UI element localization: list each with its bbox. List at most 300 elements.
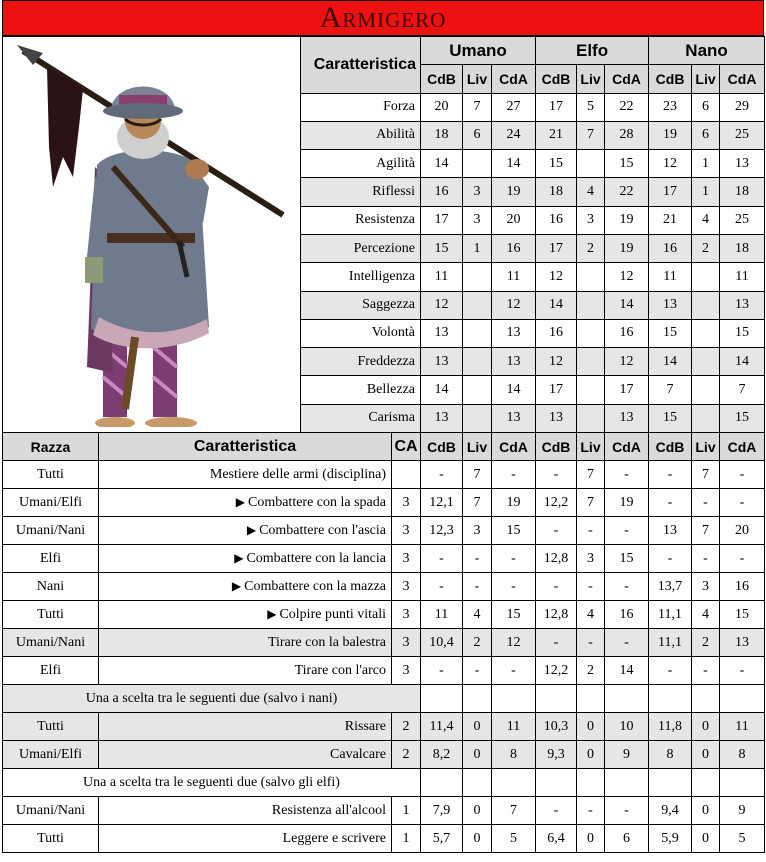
arrow-icon: ▶	[246, 522, 257, 537]
skill-value: -	[692, 489, 720, 517]
attribute-value: 6	[463, 121, 492, 149]
attribute-value: 18	[720, 178, 765, 206]
skill-value: 0	[463, 713, 492, 741]
skill-value: 12	[492, 629, 536, 657]
skill-value: -	[605, 573, 649, 601]
attribute-value: 12	[492, 291, 536, 319]
attribute-value: 15	[649, 319, 692, 347]
skill-value: 4	[692, 601, 720, 629]
skill-value: -	[492, 573, 536, 601]
attribute-value: 12	[536, 348, 577, 376]
attribute-value: 22	[605, 93, 649, 121]
skill-value: -	[649, 461, 692, 489]
skill-value: 0	[692, 825, 720, 853]
razza-cell: Nani	[3, 573, 99, 601]
skill-value: -	[720, 461, 765, 489]
skill-label-cell	[99, 797, 392, 825]
empty-cell	[536, 769, 577, 797]
empty-cell	[692, 685, 720, 713]
razza-cell: Elfi	[3, 545, 99, 573]
skill-value: -	[720, 489, 765, 517]
skill-row	[3, 489, 765, 517]
attribute-value: 21	[536, 121, 577, 149]
skill-value: 10	[605, 713, 649, 741]
skill-row	[3, 629, 765, 657]
skill-value: -	[536, 573, 577, 601]
attribute-value	[577, 263, 605, 291]
skill-value: 12,8	[536, 545, 577, 573]
subheader-cdb: CdB	[649, 433, 692, 461]
attribute-value: 7	[649, 376, 692, 404]
attribute-value	[692, 319, 720, 347]
attribute-label: Forza	[301, 93, 421, 121]
skill-value: 3	[463, 517, 492, 545]
skill-value: 7	[577, 461, 605, 489]
ca-cell: 1	[392, 825, 421, 853]
attribute-value: 16	[536, 319, 577, 347]
skill-value: -	[492, 657, 536, 685]
skill-label-cell	[99, 489, 392, 517]
skill-value: 7	[492, 797, 536, 825]
caratteristica-header: Caratteristica	[99, 433, 392, 461]
skill-value: -	[649, 489, 692, 517]
attribute-value: 4	[577, 178, 605, 206]
razza-cell: Umani/Nani	[3, 797, 99, 825]
skill-value: -	[605, 517, 649, 545]
razza-cell: Elfi	[3, 657, 99, 685]
skill-value: 8	[720, 741, 765, 769]
attribute-value	[692, 404, 720, 432]
skill-value: 12,1	[421, 489, 463, 517]
attribute-value: 14	[536, 291, 577, 319]
skill-label-cell	[99, 657, 392, 685]
skill-label: Colpire punti vitali	[279, 606, 386, 622]
arrow-icon: ▶	[235, 494, 245, 509]
choice-note-row	[3, 769, 765, 797]
skill-value: 0	[692, 741, 720, 769]
skill-value: 5	[720, 825, 765, 853]
skill-label: Rissare	[344, 718, 386, 734]
skill-value: 15	[492, 601, 536, 629]
attribute-value: 17	[536, 376, 577, 404]
ca-header: CA	[392, 433, 421, 461]
skill-value: -	[720, 657, 765, 685]
subheader-cda: CdA	[492, 65, 536, 93]
razza-cell: Umani/Elfi	[3, 489, 99, 517]
attribute-value: 13	[492, 404, 536, 432]
skill-value: 9	[605, 741, 649, 769]
skill-value: 0	[692, 797, 720, 825]
attribute-value: 13	[492, 319, 536, 347]
skill-label: Tirare con la balestra	[267, 634, 386, 650]
choice-note-row	[3, 685, 765, 713]
arrow-icon: ▶	[231, 578, 242, 593]
empty-cell	[605, 769, 649, 797]
skill-value: 2	[692, 629, 720, 657]
skill-row	[3, 741, 765, 769]
attribute-value: 14	[421, 376, 463, 404]
attribute-value: 1	[692, 178, 720, 206]
attribute-value: 15	[720, 319, 765, 347]
attribute-value	[577, 404, 605, 432]
razza-cell: Umani/Elfi	[3, 741, 99, 769]
attribute-value: 17	[536, 93, 577, 121]
attribute-label: Percezione	[301, 234, 421, 262]
attribute-value: 6	[692, 121, 720, 149]
empty-cell	[421, 769, 463, 797]
skill-value: 15	[492, 517, 536, 545]
attribute-value: 5	[577, 93, 605, 121]
attribute-value: 2	[692, 234, 720, 262]
skill-value: -	[605, 461, 649, 489]
skill-value: 10,4	[421, 629, 463, 657]
skill-label: Combattere con l'ascia	[259, 522, 386, 538]
skill-value: -	[536, 461, 577, 489]
attribute-value	[463, 150, 492, 178]
attribute-value: 19	[649, 121, 692, 149]
upper-group-header-row	[3, 37, 765, 65]
empty-cell	[605, 685, 649, 713]
subheader-liv: Liv	[463, 433, 492, 461]
empty-cell	[463, 769, 492, 797]
subheader-cdb: CdB	[536, 65, 577, 93]
attribute-value: 29	[720, 93, 765, 121]
subheader-liv: Liv	[692, 65, 720, 93]
attribute-value: 7	[463, 93, 492, 121]
attribute-label: Saggezza	[301, 291, 421, 319]
attribute-value: 15	[605, 150, 649, 178]
attribute-value: 28	[605, 121, 649, 149]
skill-value: 11,8	[649, 713, 692, 741]
empty-cell	[692, 769, 720, 797]
skill-value: 12,2	[536, 489, 577, 517]
skills-table	[2, 432, 765, 853]
attribute-label: Bellezza	[301, 376, 421, 404]
skill-value: 0	[692, 713, 720, 741]
skill-value: 12,2	[536, 657, 577, 685]
attribute-label: Volontà	[301, 319, 421, 347]
attribute-value: 13	[492, 348, 536, 376]
group-header-elfo: Elfo	[536, 37, 649, 65]
skill-value: 16	[720, 573, 765, 601]
attribute-value: 13	[649, 291, 692, 319]
attribute-value: 3	[463, 206, 492, 234]
group-header-umano: Umano	[421, 37, 536, 65]
attribute-value: 20	[421, 93, 463, 121]
attribute-value: 6	[692, 93, 720, 121]
attribute-value: 3	[463, 178, 492, 206]
ca-cell: 3	[392, 573, 421, 601]
empty-cell	[720, 685, 765, 713]
skill-row	[3, 825, 765, 853]
portrait-cell	[3, 37, 301, 433]
attribute-value	[577, 150, 605, 178]
arrow-icon: ▶	[234, 550, 244, 565]
skill-value: 7	[463, 461, 492, 489]
skill-value: 15	[605, 545, 649, 573]
skill-value: 12,3	[421, 517, 463, 545]
empty-cell	[649, 769, 692, 797]
attribute-value: 13	[421, 404, 463, 432]
subheader-liv: Liv	[692, 433, 720, 461]
attribute-value: 11	[492, 263, 536, 291]
attribute-value: 17	[536, 234, 577, 262]
attribute-value: 14	[492, 376, 536, 404]
ca-cell: 3	[392, 489, 421, 517]
skill-value: -	[421, 461, 463, 489]
skill-value: 11,4	[421, 713, 463, 741]
razza-cell: Tutti	[3, 713, 99, 741]
attribute-value: 15	[536, 150, 577, 178]
attribute-value: 17	[649, 178, 692, 206]
subheader-liv: Liv	[463, 65, 492, 93]
razza-cell: Umani/Nani	[3, 517, 99, 545]
skill-value: -	[577, 573, 605, 601]
attribute-value: 22	[605, 178, 649, 206]
attribute-value: 11	[649, 263, 692, 291]
attribute-value: 25	[720, 206, 765, 234]
skill-value: 7,9	[421, 797, 463, 825]
attribute-value	[577, 348, 605, 376]
skill-value: 16	[605, 601, 649, 629]
attribute-value: 15	[421, 234, 463, 262]
attribute-value	[463, 376, 492, 404]
skill-label: Combattere con la mazza	[244, 578, 386, 594]
skill-value: -	[649, 545, 692, 573]
ca-cell: 3	[392, 629, 421, 657]
attribute-value	[692, 263, 720, 291]
skill-value: 3	[577, 545, 605, 573]
razza-cell: Tutti	[3, 601, 99, 629]
subheader-cda: CdA	[720, 65, 765, 93]
attribute-value: 7	[720, 376, 765, 404]
skill-value: 5	[492, 825, 536, 853]
attribute-value: 4	[692, 206, 720, 234]
skill-value: 6,4	[536, 825, 577, 853]
empty-cell	[720, 769, 765, 797]
skill-value: -	[463, 545, 492, 573]
skill-value: 7	[463, 489, 492, 517]
skill-value: 11	[492, 713, 536, 741]
skill-value: -	[692, 545, 720, 573]
attribute-value: 19	[492, 178, 536, 206]
attribute-value: 3	[577, 206, 605, 234]
skill-value: -	[720, 545, 765, 573]
attribute-label: Resistenza	[301, 206, 421, 234]
attribute-value: 16	[605, 319, 649, 347]
skill-value: 8	[492, 741, 536, 769]
subheader-cdb: CdB	[536, 433, 577, 461]
attribute-value: 13	[720, 150, 765, 178]
attribute-label: Agilità	[301, 150, 421, 178]
skill-value: 19	[492, 489, 536, 517]
attribute-value: 12	[649, 150, 692, 178]
skill-value: 5,9	[649, 825, 692, 853]
skill-row	[3, 657, 765, 685]
attribute-value: 14	[421, 150, 463, 178]
armigero-portrait	[3, 37, 301, 427]
skill-value: 9	[720, 797, 765, 825]
attribute-value: 20	[492, 206, 536, 234]
attribute-value: 15	[649, 404, 692, 432]
ca-cell: 3	[392, 517, 421, 545]
choice-note: Una a scelta tra le seguenti due (salvo gli elfi)	[3, 769, 421, 797]
subheader-cda: CdA	[492, 433, 536, 461]
ca-cell: 2	[392, 713, 421, 741]
attribute-value: 13	[421, 319, 463, 347]
empty-cell	[492, 685, 536, 713]
attribute-value: 19	[605, 234, 649, 262]
skill-value: 0	[463, 741, 492, 769]
razza-cell: Tutti	[3, 461, 99, 489]
ca-cell: 1	[392, 797, 421, 825]
arrow-icon: ▶	[267, 606, 277, 621]
attribute-value	[692, 376, 720, 404]
attribute-value: 12	[421, 291, 463, 319]
attribute-value: 11	[720, 263, 765, 291]
attribute-value: 24	[492, 121, 536, 149]
attribute-value: 1	[463, 234, 492, 262]
skill-label: Cavalcare	[330, 746, 386, 762]
empty-cell	[463, 685, 492, 713]
choice-note: Una a scelta tra le seguenti due (salvo i nani)	[3, 685, 421, 713]
subheader-liv: Liv	[577, 65, 605, 93]
caratteristica-header: Caratteristica	[301, 37, 421, 94]
skill-value: 8,2	[421, 741, 463, 769]
skill-value: 0	[463, 825, 492, 853]
attribute-value: 19	[605, 206, 649, 234]
attribute-value	[463, 404, 492, 432]
subheader-cdb: CdB	[421, 433, 463, 461]
empty-cell	[577, 769, 605, 797]
skill-value: 9,4	[649, 797, 692, 825]
skill-value: 0	[577, 713, 605, 741]
subheader-cda: CdA	[605, 433, 649, 461]
attribute-value: 14	[605, 291, 649, 319]
attribute-label: Abilità	[301, 121, 421, 149]
skill-label: Leggere e scrivere	[282, 830, 386, 846]
attribute-value: 18	[421, 121, 463, 149]
skill-value: -	[536, 797, 577, 825]
skill-value: 11	[720, 713, 765, 741]
attribute-value: 1	[692, 150, 720, 178]
skill-value: -	[605, 797, 649, 825]
skill-value: 20	[720, 517, 765, 545]
skill-row	[3, 517, 765, 545]
character-sheet	[2, 0, 764, 853]
skill-value: -	[692, 657, 720, 685]
skill-value: -	[605, 629, 649, 657]
attribute-value: 13	[605, 404, 649, 432]
attribute-value: 16	[421, 178, 463, 206]
attribute-label: Carisma	[301, 404, 421, 432]
attribute-value: 14	[492, 150, 536, 178]
skill-value: 14	[605, 657, 649, 685]
attribute-value: 21	[649, 206, 692, 234]
attribute-value	[463, 348, 492, 376]
skill-label: Combattere con la lancia	[246, 550, 386, 566]
attribute-value: 11	[421, 263, 463, 291]
skill-value: 3	[692, 573, 720, 601]
attribute-value: 13	[421, 348, 463, 376]
skill-label-cell	[99, 517, 392, 545]
skill-value: -	[492, 545, 536, 573]
skill-value: 11,1	[649, 629, 692, 657]
skill-value: 4	[463, 601, 492, 629]
skills-header-row	[3, 433, 765, 461]
subheader-cdb: CdB	[649, 65, 692, 93]
skill-value: -	[463, 573, 492, 601]
attribute-label: Freddezza	[301, 348, 421, 376]
attribute-value	[692, 348, 720, 376]
skill-value: -	[536, 629, 577, 657]
empty-cell	[492, 769, 536, 797]
ca-cell	[392, 461, 421, 489]
skill-value: -	[577, 517, 605, 545]
skill-row	[3, 713, 765, 741]
skill-label: Combattere con la spada	[247, 494, 386, 510]
attribute-value: 18	[536, 178, 577, 206]
attribute-label: Riflessi	[301, 178, 421, 206]
skill-value: 12,8	[536, 601, 577, 629]
attribute-value	[577, 319, 605, 347]
skill-label: Resistenza all'alcool	[271, 802, 386, 818]
skill-value: 0	[577, 825, 605, 853]
attribute-value	[463, 291, 492, 319]
skill-value: 7	[692, 461, 720, 489]
skill-label-cell	[99, 601, 392, 629]
ca-cell: 2	[392, 741, 421, 769]
skill-value: -	[577, 629, 605, 657]
attribute-value: 14	[720, 348, 765, 376]
attribute-value: 27	[492, 93, 536, 121]
ca-cell: 3	[392, 601, 421, 629]
attribute-value: 25	[720, 121, 765, 149]
skill-row	[3, 461, 765, 489]
empty-cell	[577, 685, 605, 713]
attribute-value: 17	[605, 376, 649, 404]
empty-cell	[649, 685, 692, 713]
subheader-cdb: CdB	[421, 65, 463, 93]
skill-value: 7	[577, 489, 605, 517]
ca-cell: 3	[392, 545, 421, 573]
attribute-value: 17	[421, 206, 463, 234]
skill-value: 8	[649, 741, 692, 769]
skill-value: 19	[605, 489, 649, 517]
skill-value: 5,7	[421, 825, 463, 853]
attribute-value	[577, 291, 605, 319]
razza-cell: Umani/Nani	[3, 629, 99, 657]
ca-cell: 3	[392, 657, 421, 685]
razza-header: Razza	[3, 433, 99, 461]
skill-label-cell	[99, 545, 392, 573]
skill-row	[3, 545, 765, 573]
subheader-cda: CdA	[605, 65, 649, 93]
skill-value: 11	[421, 601, 463, 629]
attribute-value	[577, 376, 605, 404]
attributes-table	[2, 36, 765, 433]
skill-row	[3, 601, 765, 629]
skill-value: -	[577, 797, 605, 825]
attribute-value: 16	[649, 234, 692, 262]
skill-row	[3, 797, 765, 825]
skill-value: 9,3	[536, 741, 577, 769]
skill-label: Tirare con l'arco	[294, 662, 386, 678]
group-header-nano: Nano	[649, 37, 765, 65]
attribute-value: 23	[649, 93, 692, 121]
skill-value: -	[492, 461, 536, 489]
skill-value: 15	[720, 601, 765, 629]
